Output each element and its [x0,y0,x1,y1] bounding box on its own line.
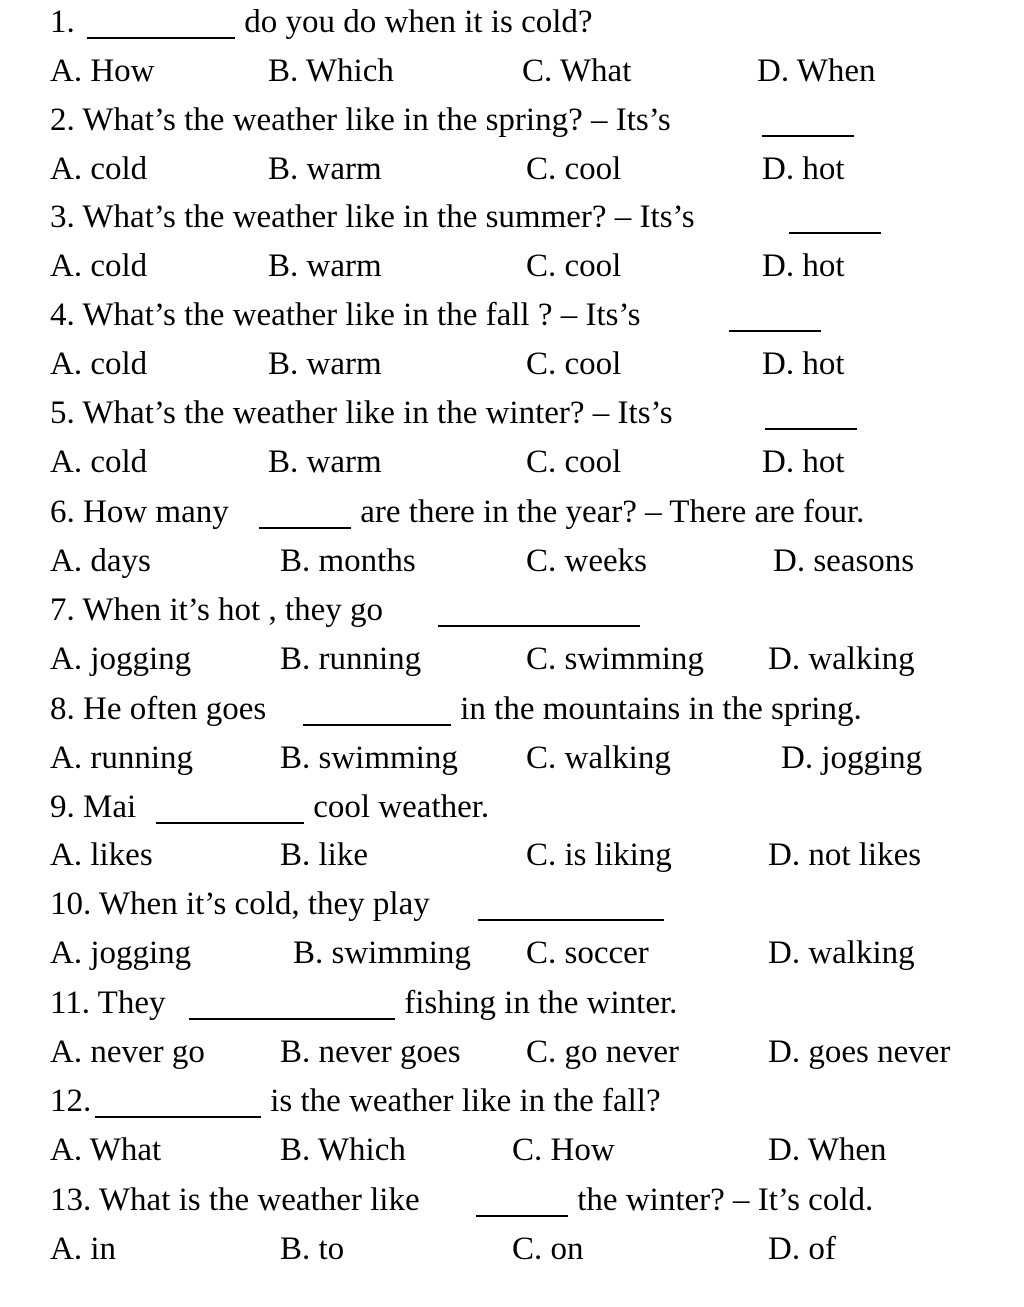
answer-blank [259,527,351,529]
option-b: B. to [280,1231,345,1267]
option-c: C. on [512,1231,584,1267]
answer-blank [438,625,640,627]
option-c: C. How [512,1132,615,1168]
question-text: in the mountains in the spring. [452,691,862,727]
option-a: A. cold [50,248,148,284]
options-8 [0,734,1024,783]
option-d: D. jogging [781,740,923,776]
answer-blank [87,37,235,39]
question-7 [0,586,1024,635]
option-c: C. swimming [526,641,704,677]
option-b: B. warm [268,248,382,284]
options-11 [0,1028,1024,1077]
option-a: A. cold [50,444,148,480]
option-b: B. Which [280,1132,406,1168]
option-a: A. cold [50,346,148,382]
option-c: C. is liking [526,837,672,873]
question-text: 9. Mai [50,789,145,825]
option-d: D. of [768,1231,836,1267]
option-d: D. When [757,53,876,89]
options-13 [0,1225,1024,1274]
option-a: A. in [50,1231,116,1267]
option-d: D. hot [762,444,845,480]
option-c: C. weeks [526,543,647,579]
answer-blank [156,822,304,824]
answer-blank [789,232,881,234]
option-d: D. hot [762,151,845,187]
option-d: D. goes never [768,1034,951,1070]
answer-blank [765,428,857,430]
answer-blank [303,724,451,726]
option-d: D. hot [762,346,845,382]
question-10 [0,880,1024,929]
options-7 [0,635,1024,684]
options-5 [0,438,1024,487]
option-a: A. never go [50,1034,205,1070]
option-c: C. cool [526,346,622,382]
question-text: cool weather. [305,789,490,825]
answer-blank [729,330,821,332]
option-a: A. jogging [50,935,192,971]
question-text: 8. He often goes [50,691,275,727]
question-text: the winter? – It’s cold. [569,1182,874,1218]
option-b: B. warm [268,151,382,187]
options-2 [0,145,1024,194]
question-text: 6. How many [50,494,237,530]
question-text: do you do when it is cold? [236,4,593,40]
question-text: 7. When it’s hot , they go [50,592,392,628]
answer-blank [478,919,664,921]
option-d: D. When [768,1132,887,1168]
option-c: C. cool [526,444,622,480]
option-a: A. likes [50,837,153,873]
options-6 [0,537,1024,586]
options-1 [0,47,1024,96]
question-13 [0,1176,1024,1225]
question-text: 2. What’s the weather like in the spring? – Its’s [50,102,679,138]
option-a: A. running [50,740,193,776]
question-11 [0,979,1024,1028]
option-c: C. cool [526,248,622,284]
option-a: A. jogging [50,641,192,677]
question-9 [0,783,1024,832]
question-text: 3. What’s the weather like in the summer? – Its’s [50,199,703,235]
question-text: 10. When it’s cold, they play [50,886,430,922]
question-5 [0,389,1024,438]
option-b: B. never goes [280,1034,461,1070]
option-a: A. How [50,53,155,89]
question-1 [0,0,1024,47]
option-b: B. swimming [293,935,471,971]
options-12 [0,1126,1024,1175]
question-6 [0,488,1024,537]
question-2 [0,96,1024,145]
option-d: D. walking [768,935,915,971]
option-d: D. walking [768,641,915,677]
answer-blank [95,1116,261,1118]
question-text: fishing in the winter. [396,985,678,1021]
question-text: 5. What’s the weather like in the winter? – Its’s [50,395,681,431]
option-b: B. months [280,543,416,579]
options-10 [0,929,1024,978]
question-text: is the weather like in the fall? [262,1083,661,1119]
option-b: B. running [280,641,422,677]
option-c: C. go never [526,1034,680,1070]
question-text: 1. [50,4,83,40]
option-b: B. swimming [280,740,458,776]
question-text: 12. [50,1083,92,1119]
option-d: D. seasons [773,543,915,579]
option-d: D. not likes [768,837,922,873]
question-12 [0,1077,1024,1126]
option-b: B. like [280,837,368,873]
options-9 [0,831,1024,880]
options-4 [0,340,1024,389]
option-a: A. days [50,543,151,579]
options-3 [0,242,1024,291]
answer-blank [476,1215,568,1217]
option-c: C. soccer [526,935,649,971]
question-text: are there in the year? – There are four. [352,494,865,530]
option-c: C. cool [526,151,622,187]
option-d: D. hot [762,248,845,284]
question-text: 13. What is the weather like [50,1182,428,1218]
question-text: 11. They [50,985,174,1021]
question-8 [0,685,1024,734]
option-a: A. What [50,1132,162,1168]
option-c: C. walking [526,740,671,776]
option-b: B. Which [268,53,394,89]
question-text: 4. What’s the weather like in the fall ? – Its’s [50,297,649,333]
question-4 [0,291,1024,340]
question-3 [0,193,1024,242]
answer-blank [189,1018,395,1020]
option-b: B. warm [268,444,382,480]
answer-blank [762,135,854,137]
option-c: C. What [522,53,632,89]
option-b: B. warm [268,346,382,382]
option-a: A. cold [50,151,148,187]
